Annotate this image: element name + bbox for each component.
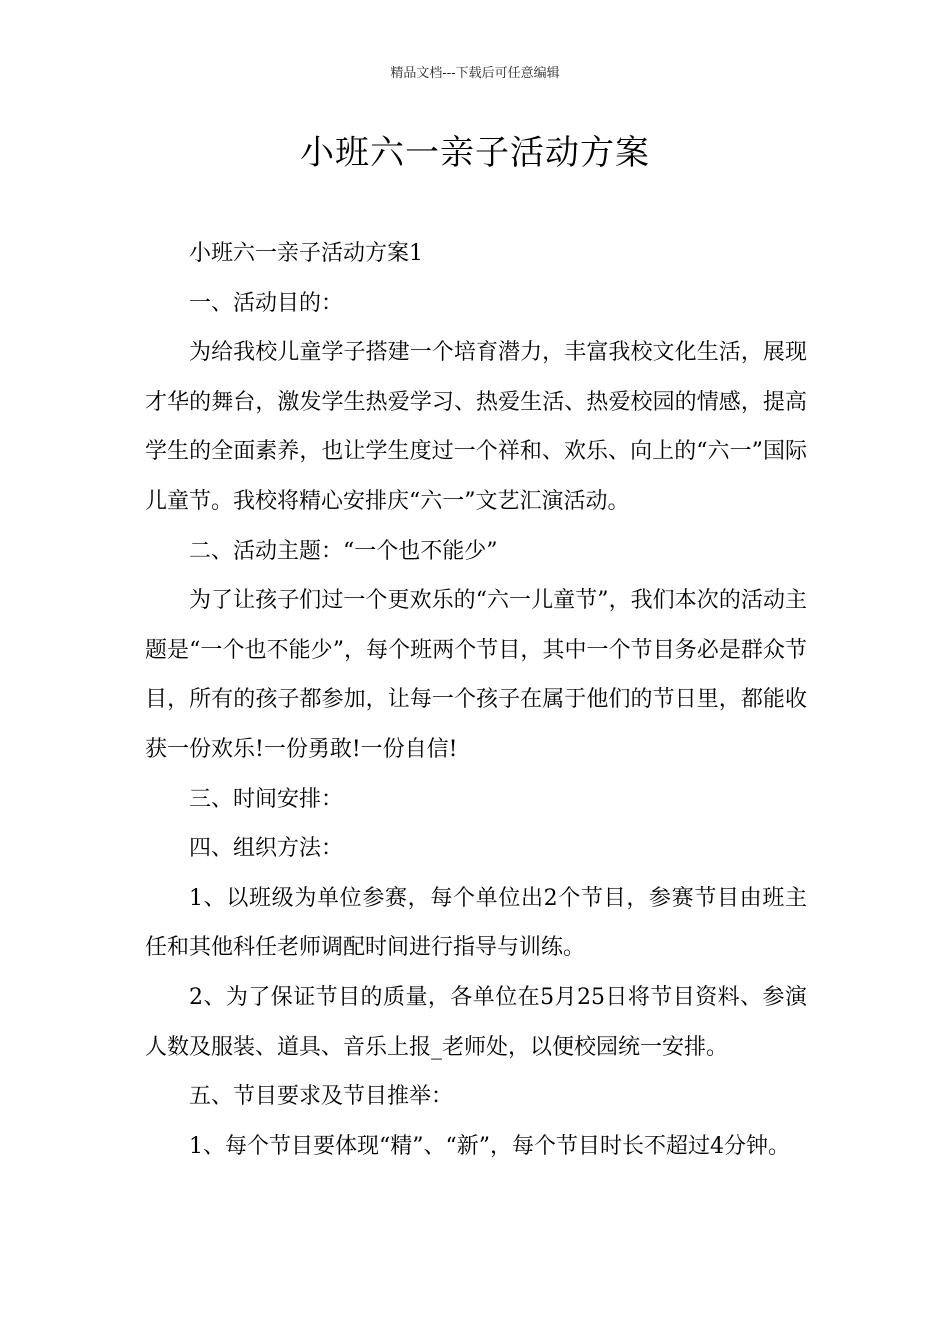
body-paragraph: 1、每个节目要体现“精”、“新”，每个节目时长不超过4分钟。 bbox=[189, 1133, 790, 1159]
section-heading: 二、活动主题：“一个也不能少” bbox=[189, 538, 498, 564]
section-heading: 一、活动目的： bbox=[189, 290, 344, 316]
section-heading: 小班六一亲子活动方案1 bbox=[189, 241, 423, 266]
body-paragraph: 2、为了保证节目的质量，各单位在5月25日将节目资料、参演人数及服装、道具、音乐上报_老师处，以便校园统一安排。 bbox=[145, 984, 807, 1060]
section-heading: 四、组织方法： bbox=[189, 836, 344, 862]
body-paragraph: 为给我校儿童学子搭建一个培育潜力，丰富我校文化生活，展现才华的舞台，激发学生热爱学习、热爱生活、热爱校园的情感，提高学生的全面素养，也让学生度过一个祥和、欢乐、向上的“六一”国际儿童节。我校将精心安排庆“六一”文艺汇演活动。 bbox=[145, 340, 807, 514]
body-paragraph: 为了让孩子们过一个更欢乐的“六一儿童节”，我们本次的活动主题是“一个也不能少”，每个班两个节目，其中一个节目务必是群众节目，所有的孩子都参加，让每一个孩子在属于他们的节日里，都能收获一份欢乐!一份勇敢!一份自信! bbox=[145, 588, 807, 762]
section-heading: 五、节目要求及节目推举： bbox=[189, 1084, 454, 1110]
body-paragraph: 1、以班级为单位参赛，每个单位出2个节目，参赛节目由班主任和其他科任老师调配时间进行指导与训练。 bbox=[145, 885, 807, 961]
document-body bbox=[145, 229, 807, 1171]
page-header-watermark: 精品文档---下载后可任意编辑 bbox=[390, 66, 560, 81]
section-heading: 三、时间安排： bbox=[189, 786, 344, 812]
document-title: 小班六一亲子活动方案 bbox=[300, 133, 650, 173]
